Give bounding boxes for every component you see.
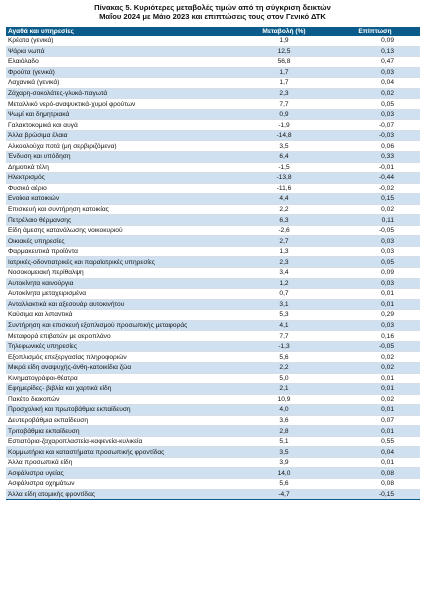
row-impact: 0,07 [330,415,420,426]
table-row [6,173,420,184]
row-change-percent: -1,9 [238,120,330,131]
row-change-percent: 4,1 [238,320,330,331]
row-impact: 0,03 [330,320,420,331]
row-change-percent: 6,3 [238,215,330,226]
table-row [6,152,420,163]
row-impact: 0,29 [330,310,420,321]
table-row [6,405,420,416]
row-item-name: Ψάρια νωπά [6,46,238,57]
table-row [6,447,420,458]
table-row [6,162,420,173]
row-impact: 0,01 [330,289,420,300]
table-row [6,183,420,194]
row-impact: 0,02 [330,88,420,99]
table-title [0,0,425,21]
row-item-name: Εστιατόρια-ζαχαροπλαστεία-καφενεία-κυλικεία [6,436,238,447]
row-change-percent: 2,2 [238,204,330,215]
header-change-percent: Μεταβολή (%) [238,27,330,36]
row-change-percent: 5,6 [238,352,330,363]
row-item-name: Συντήρηση και επισκευή εξοπλισμού προσωπικής μεταφοράς [6,320,238,331]
row-change-percent: 1,2 [238,278,330,289]
table-header-row [6,27,420,36]
row-change-percent: 1,9 [238,36,330,46]
row-impact: -0,02 [330,183,420,194]
row-item-name: Εξοπλισμός επεξεργασίας πληροφοριών [6,352,238,363]
row-impact: -0,44 [330,173,420,184]
row-impact: 0,01 [330,373,420,384]
row-item-name: Προσχολική και πρωτοβάθμια εκπαίδευση [6,405,238,416]
table-row [6,57,420,68]
row-item-name: Ζάχαρη-σοκολάτες-γλυκά-παγωτά [6,88,238,99]
row-change-percent: -13,8 [238,173,330,184]
table-row [6,436,420,447]
row-item-name: Πετρέλαιο θέρμανσης [6,215,238,226]
row-impact: 0,03 [330,67,420,78]
row-item-name: Τριτοβάθμια εκπαίδευση [6,426,238,437]
row-change-percent: -1,3 [238,341,330,352]
row-impact: -0,03 [330,130,420,141]
row-item-name: Μικρά είδη αναψυχής-άνθη-κατοικίδια ζώα [6,362,238,373]
row-change-percent: 5,0 [238,373,330,384]
row-impact: 0,01 [330,405,420,416]
row-item-name: Φαρμακευτικά προϊόντα [6,246,238,257]
row-impact: 0,13 [330,46,420,57]
row-impact: 0,01 [330,299,420,310]
row-item-name: Αυτοκίνητα καινούργια [6,278,238,289]
table-row [6,268,420,279]
row-change-percent: -11,6 [238,183,330,194]
row-change-percent: 2,2 [238,362,330,373]
row-change-percent: 6,4 [238,152,330,163]
row-impact: 0,08 [330,478,420,489]
row-change-percent: -4,7 [238,489,330,500]
title-line-1: Πίνακας 5. Κυριότερες μεταβολές τιμών από τη σύγκριση δεικτών [94,3,331,12]
row-item-name: Κινηματογράφοι-θέατρα [6,373,238,384]
table-row [6,331,420,342]
table-row [6,88,420,99]
row-change-percent: 3,9 [238,457,330,468]
table-row [6,489,420,500]
row-item-name: Ασφάλιστρα οχημάτων [6,478,238,489]
row-change-percent: 3,5 [238,141,330,152]
row-impact: 0,02 [330,362,420,373]
table-row [6,457,420,468]
row-item-name: Ενοίκια κατοικιών [6,194,238,205]
table-row [6,120,420,131]
table-row [6,141,420,152]
table-row [6,373,420,384]
row-item-name: Ηλεκτρισμός [6,173,238,184]
header-impact: Επίπτωση [330,27,420,36]
row-item-name: Άλλα βρώσιμα έλαια [6,130,238,141]
row-impact: -0,15 [330,489,420,500]
row-item-name: Είδη άμεσης κατανάλωσης νοικοκυριού [6,225,238,236]
row-change-percent: 4,4 [238,194,330,205]
row-impact: -0,07 [330,120,420,131]
row-change-percent: 3,6 [238,415,330,426]
row-impact: 0,47 [330,57,420,68]
row-impact: -0,05 [330,225,420,236]
row-change-percent: 4,0 [238,405,330,416]
table-row [6,204,420,215]
table-row [6,468,420,479]
row-change-percent: 7,7 [238,331,330,342]
row-change-percent: 5,6 [238,478,330,489]
row-item-name: Αλκοολούχα ποτά (μη σερβιριζόμενα) [6,141,238,152]
row-change-percent: 5,1 [238,436,330,447]
row-impact: 0,03 [330,278,420,289]
header-goods-services: Αγαθά και υπηρεσίες [6,27,238,36]
row-change-percent: 1,3 [238,246,330,257]
table-row [6,130,420,141]
table-row [6,362,420,373]
row-impact: 0,16 [330,331,420,342]
row-change-percent: 0,7 [238,289,330,300]
table-row [6,394,420,405]
table-row [6,310,420,321]
row-item-name: Γαλακτοκομικά και αυγά [6,120,238,131]
row-change-percent: 14,0 [238,468,330,479]
row-change-percent: 7,7 [238,99,330,110]
row-item-name: Κομμωτήρια και καταστήματα προσωπικής φροντίδας [6,447,238,458]
table-row [6,46,420,57]
row-item-name: Δημοτικά τέλη [6,162,238,173]
row-impact: 0,01 [330,457,420,468]
row-change-percent: 1,7 [238,78,330,89]
row-impact: 0,02 [330,204,420,215]
row-item-name: Επισκευή και συντήρηση κατοικίας [6,204,238,215]
row-item-name: Λαχανικά (γενικά) [6,78,238,89]
row-change-percent: -1,5 [238,162,330,173]
table-row [6,36,420,46]
row-impact: 0,08 [330,468,420,479]
row-change-percent: -2,6 [238,225,330,236]
row-impact: -0,01 [330,162,420,173]
table-row [6,341,420,352]
row-impact: 0,01 [330,384,420,395]
row-item-name: Μεταλλικό νερό-αναψυκτικά-χυμοί φρούτων [6,99,238,110]
row-impact: 0,03 [330,246,420,257]
row-item-name: Δευτεροβάθμια εκπαίδευση [6,415,238,426]
row-change-percent: 3,5 [238,447,330,458]
row-impact: 0,05 [330,99,420,110]
row-item-name: Ασφάλιστρα υγείας [6,468,238,479]
table-row [6,194,420,205]
table-row [6,289,420,300]
table-row [6,415,420,426]
row-impact: 0,04 [330,78,420,89]
row-change-percent: 3,4 [238,268,330,279]
row-change-percent: 2,3 [238,257,330,268]
row-impact: 0,05 [330,257,420,268]
row-item-name: Ψωμί και δημητριακά [6,109,238,120]
row-change-percent: 1,7 [238,67,330,78]
row-change-percent: 2,3 [238,88,330,99]
row-change-percent: 2,1 [238,384,330,395]
row-impact: 0,02 [330,394,420,405]
row-item-name: Μεταφορά επιβατών με αεροπλάνο [6,331,238,342]
table-row [6,320,420,331]
row-impact: 0,09 [330,36,420,46]
table-row [6,478,420,489]
row-item-name: Φρούτα (γενικά) [6,67,238,78]
row-item-name: Τηλεφωνικές υπηρεσίες [6,341,238,352]
row-item-name: Ένδυση και υπόδηση [6,152,238,163]
row-impact: 0,01 [330,426,420,437]
row-change-percent: 2,7 [238,236,330,247]
row-item-name: Ιατρικές-οδοντιατρικές και παραϊατρικές υπηρεσίες [6,257,238,268]
row-change-percent: 0,9 [238,109,330,120]
table-row [6,67,420,78]
row-item-name: Καύσιμα και λιπαντικά [6,310,238,321]
table-row [6,99,420,110]
row-item-name: Ανταλλακτικά και αξεσουάρ αυτοκινήτου [6,299,238,310]
row-change-percent: 12,5 [238,46,330,57]
row-change-percent: 10,9 [238,394,330,405]
row-item-name: Ελαιόλαδο [6,57,238,68]
row-item-name: Κρέατα (γενικά) [6,36,238,46]
row-item-name: Άλλα είδη ατομικής φροντίδας [6,489,238,500]
table-row [6,384,420,395]
table-row [6,426,420,437]
row-item-name: Πακέτο διακοπών [6,394,238,405]
row-change-percent: 2,8 [238,426,330,437]
row-impact: 0,15 [330,194,420,205]
table-row [6,257,420,268]
row-item-name: Νοσοκομειακή περίθαλψη [6,268,238,279]
table-row [6,215,420,226]
row-impact: 0,33 [330,152,420,163]
table-row [6,236,420,247]
table-row [6,109,420,120]
row-impact: 0,04 [330,447,420,458]
row-impact: 0,11 [330,215,420,226]
row-item-name: Οικιακές υπηρεσίες [6,236,238,247]
row-item-name: Εφημερίδες- βιβλία και χαρτικά είδη [6,384,238,395]
price-changes-table [6,27,420,500]
row-item-name: Φυσικό αέριο [6,183,238,194]
row-impact: 0,03 [330,109,420,120]
row-impact: 0,55 [330,436,420,447]
row-change-percent: 5,3 [238,310,330,321]
row-impact: 0,06 [330,141,420,152]
row-impact: -0,05 [330,341,420,352]
table-row [6,352,420,363]
row-change-percent: 56,8 [238,57,330,68]
table-row [6,278,420,289]
row-change-percent: 3,1 [238,299,330,310]
row-impact: 0,02 [330,352,420,363]
row-change-percent: -14,8 [238,130,330,141]
table-row [6,225,420,236]
table-row [6,299,420,310]
title-line-2: Μαΐου 2024 με Μάιο 2023 και επιπτώσεις τους στον Γενικό ΔΤΚ [99,12,326,21]
row-item-name: Αυτοκίνητα μεταχειρισμένα [6,289,238,300]
row-item-name: Άλλα προσωπικά είδη [6,457,238,468]
row-impact: 0,09 [330,268,420,279]
row-impact: 0,03 [330,236,420,247]
table-row [6,246,420,257]
table-row [6,78,420,89]
